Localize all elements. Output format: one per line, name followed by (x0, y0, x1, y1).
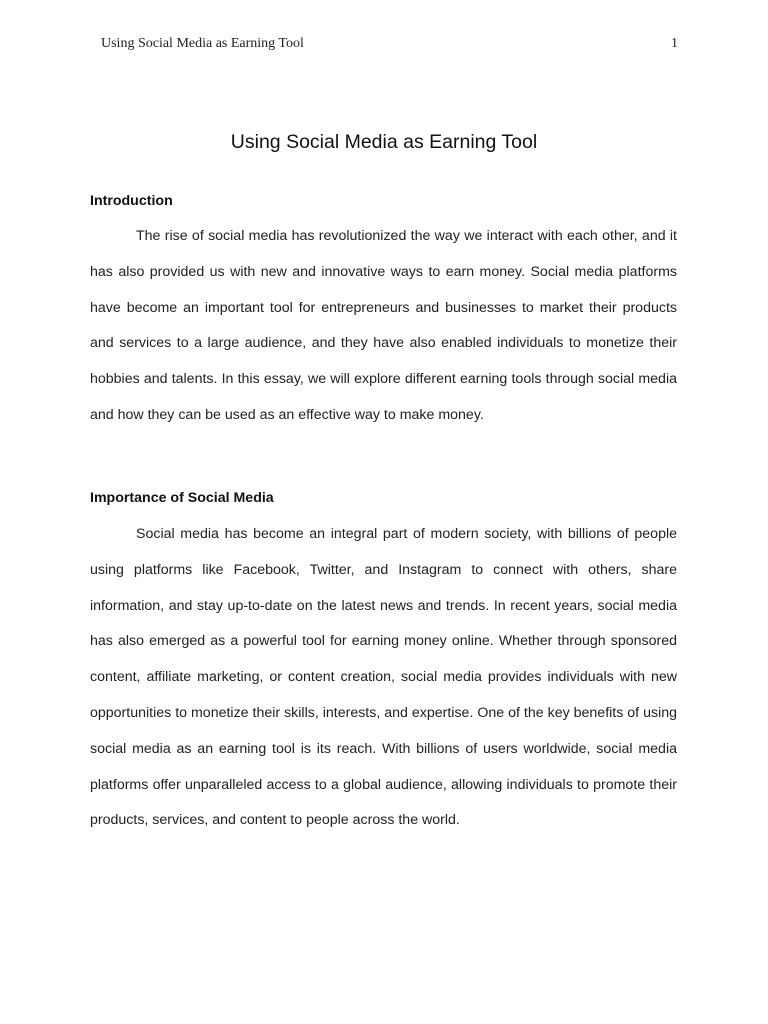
section-heading-importance: Importance of Social Media (90, 490, 274, 506)
running-header-title: Using Social Media as Earning Tool (101, 36, 304, 51)
page-number: 1 (671, 36, 678, 51)
document-title: Using Social Media as Earning Tool (230, 131, 538, 153)
running-header (101, 36, 678, 56)
paragraph-introduction: The rise of social media has revolutionized the way we interact with each other, and it has also provided us with new and innovative ways to earn money. Social media platforms have become an important tool for entrepreneurs and businesses to market their products and services to a large audience, and they have also enabled individuals to monetize their hobbies and talents. In this essay, we will explore different earning tools through social media and how they can be used as an effective way to make money. (90, 228, 677, 423)
section-heading-introduction: Introduction (90, 193, 173, 209)
paragraph-importance: Social media has become an integral part of modern society, with billions of people using platforms like Facebook, Twitter, and Instagram to connect with others, share information, and stay up-to-date on the latest news and trends. In recent years, social media has also emerged as a powerful tool for earning money online. Whether through sponsored content, affiliate marketing, or content creation, social media provides individuals with new opportunities to monetize their skills, interests, and expertise. One of the key benefits of using social media as an earning tool is its reach. With billions of users worldwide, social media platforms offer unparalleled access to a global audience, allowing individuals to promote their products, services, and content to people across the world. (90, 526, 677, 829)
